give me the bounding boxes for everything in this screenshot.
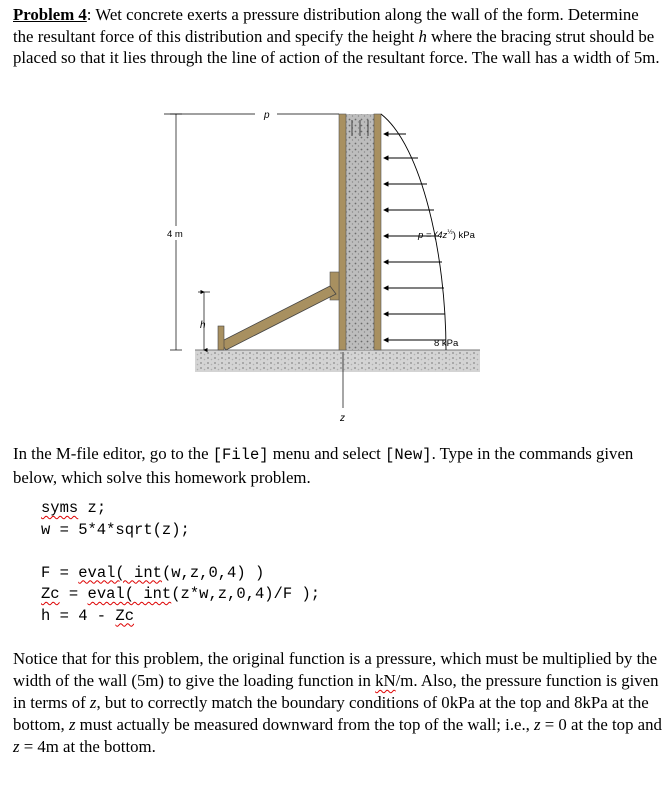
wall-form-figure	[150, 106, 510, 426]
form-board-left	[339, 114, 346, 350]
intro-text-b: menu and select	[268, 444, 386, 463]
intro-paragraph	[13, 443, 663, 488]
strut-stake	[218, 326, 224, 350]
intro-text-a: In the M-file editor, go to the	[13, 444, 213, 463]
problem-text-b: where the bracing strut should be placed so that it lies through the line of action of the resultant force. The wall has a width of 5m.	[13, 26, 660, 68]
label-p: p	[264, 110, 270, 121]
code-line-4: Zc = eval( int(z*w,z,0,4)/F );	[41, 585, 321, 603]
code-line-2: w = 5*4*sqrt(z);	[41, 520, 190, 539]
code-line-3: F = eval( int(w,z,0,4) )	[41, 563, 265, 582]
bracing-strut	[220, 286, 336, 350]
code-line-1: syms z;	[41, 499, 107, 517]
intro-text-c: . Type in the commands given below, which solve this homework problem.	[13, 444, 634, 487]
form-board-right	[374, 114, 381, 350]
label-height: 4 m	[167, 229, 183, 240]
menu-file: [File]	[212, 446, 269, 464]
label-bottom-pressure: 8 kPa	[434, 338, 459, 349]
label-z: z	[340, 413, 345, 424]
code-line-5: h = 4 - Zc	[41, 606, 135, 625]
problem-h-var: h	[418, 26, 427, 46]
notice-paragraph: Notice that for this problem, the original function is a pressure, which must be multiplied by the width of the wall (5m) to give the loading function in kN/m. Also, the pressure function is given in terms of z, but to correctly match the boundary conditions of 0kPa at the top and 8kPa at the bottom, z must actually be measured downward from the top of the wall; i.e., z = 0 at the top and z = 4m at the bottom.	[13, 649, 662, 756]
label-pressure: $p = (4z^{\frac{1}{2}})$ kPa	[418, 229, 475, 241]
label-h: h	[200, 320, 206, 331]
problem-label: Problem 4	[13, 5, 87, 24]
code-line-blank	[41, 541, 320, 563]
concrete-fill	[346, 114, 374, 350]
problem-text-a: : Wet concrete exerts a pressure distribution along the wall of the form. Determine the resultant force of this distribution and specify the height	[13, 5, 639, 46]
problem-statement	[13, 4, 663, 69]
menu-new: [New]	[385, 446, 432, 464]
unit-kn: kN	[375, 671, 396, 690]
ground	[195, 350, 480, 372]
code-block	[41, 498, 320, 627]
